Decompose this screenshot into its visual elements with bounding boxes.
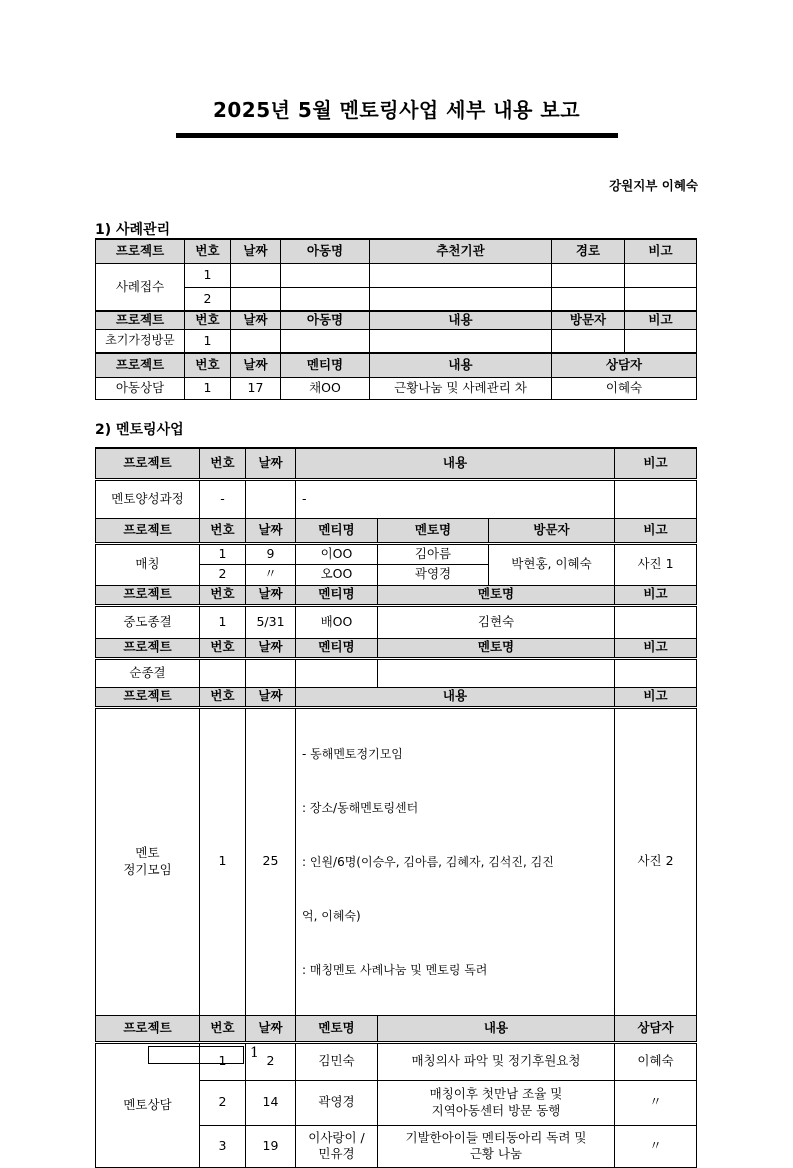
header-cell: 멘토명	[296, 1015, 378, 1042]
table-row	[96, 543, 697, 564]
content-line: 매칭의사 파악 및 정기후원요청	[411, 1053, 581, 1069]
content-line: 기발한아이들 멘티동아리 독려 및	[405, 1129, 587, 1145]
header-cell: 날짜	[246, 448, 296, 479]
header-cell: 상담자	[552, 353, 697, 377]
title-underline	[176, 133, 618, 138]
table-header-row	[96, 518, 697, 543]
project-cell: 중도종결	[96, 605, 200, 638]
date-cell: 17	[231, 377, 281, 399]
mentor-cell: 김현숙	[378, 605, 615, 638]
mentor-cell	[296, 1080, 378, 1125]
number-cell: 2	[200, 1080, 246, 1125]
note-cell: 사진 1	[615, 543, 697, 585]
table-row	[96, 287, 697, 311]
table-row	[96, 329, 697, 353]
visitor-cell: 박현홍, 이혜숙	[489, 543, 615, 585]
table-row	[96, 377, 697, 399]
mentor-line: 곽영경	[318, 1094, 355, 1110]
header-cell: 방문자	[552, 311, 625, 329]
header-cell: 상담자	[615, 1015, 697, 1042]
project-cell: 매칭	[96, 543, 200, 585]
header-cell: 날짜	[246, 518, 296, 543]
date-cell: 14	[246, 1080, 296, 1125]
table-header-row	[96, 687, 697, 707]
number-cell: 2	[200, 564, 246, 585]
number-cell: 1	[185, 329, 231, 353]
header-cell: 날짜	[246, 585, 296, 605]
mentor-cell	[296, 1125, 378, 1167]
header-cell: 비고	[615, 518, 697, 543]
mentor-line: 김민숙	[318, 1053, 355, 1069]
meeting-content-cell	[296, 707, 615, 1015]
number-cell: 2	[185, 287, 231, 311]
content-cell: 근황나눔 및 사례관리 차	[370, 377, 552, 399]
header-cell: 프로젝트	[96, 311, 185, 329]
content-cell	[378, 1125, 615, 1167]
table-row	[96, 263, 697, 287]
page-number: 1	[250, 1045, 259, 1061]
header-cell: 내용	[370, 311, 552, 329]
header-cell: 번호	[200, 1015, 246, 1042]
header-cell: 내용	[370, 353, 552, 377]
mentee-cell: 배OO	[296, 605, 378, 638]
header-cell: 프로젝트	[96, 687, 200, 707]
number-cell: 1	[185, 263, 231, 287]
date-cell: 5/31	[246, 605, 296, 638]
author-label: 강원지부 이혜숙	[609, 178, 698, 193]
content-cell: -	[296, 479, 615, 518]
content-line: 근황 나눔	[469, 1146, 523, 1161]
header-cell: 내용	[378, 1015, 615, 1042]
project-cell: 멘토상담	[96, 1042, 200, 1167]
table-header-row	[96, 1015, 697, 1042]
mentor-cell: 김아름	[378, 543, 489, 564]
table-row	[96, 707, 697, 1015]
content-line: 지역아동센터 방문 동행	[431, 1102, 561, 1118]
table-row	[96, 658, 697, 687]
mentor-cell	[296, 1042, 378, 1080]
date-cell: 〃	[246, 564, 296, 585]
table-header-row	[96, 638, 697, 658]
header-cell: 멘토명	[378, 585, 615, 605]
header-cell: 방문자	[489, 518, 615, 543]
header-cell: 경로	[552, 239, 625, 263]
mentee-cell: 채OO	[281, 377, 370, 399]
header-cell: 번호	[185, 353, 231, 377]
case-management-table	[95, 238, 697, 400]
mentor-cell: 곽영경	[378, 564, 489, 585]
header-cell: 날짜	[246, 1015, 296, 1042]
header-cell: 내용	[296, 687, 615, 707]
header-cell: 비고	[615, 448, 697, 479]
header-cell: 멘티명	[296, 518, 378, 543]
project-cell: 초기가정방문	[96, 329, 185, 353]
header-cell: 프로젝트	[96, 239, 185, 263]
header-cell: 비고	[615, 638, 697, 658]
header-cell: 날짜	[231, 353, 281, 377]
table-row	[96, 479, 697, 518]
number-cell: 1	[200, 1042, 246, 1080]
section-heading-case-management: 1) 사례관리	[95, 222, 171, 238]
header-cell: 번호	[200, 687, 246, 707]
page-footer-box	[148, 1046, 244, 1064]
header-cell: 프로젝트	[96, 638, 200, 658]
header-cell: 날짜	[231, 311, 281, 329]
mentor-line: 이사랑이 /	[308, 1129, 365, 1145]
counselor-cell: 〃	[615, 1080, 697, 1125]
number-cell: 1	[200, 707, 246, 1015]
number-cell: 1	[200, 543, 246, 564]
content-line: 매칭이후 첫만남 조율 및	[429, 1086, 563, 1102]
counselor-cell: 이혜숙	[615, 1042, 697, 1080]
mentee-cell: 이OO	[296, 543, 378, 564]
header-cell: 아동명	[281, 239, 370, 263]
table-header-row	[96, 311, 697, 329]
date-cell: 25	[246, 707, 296, 1015]
content-line: : 인원/6명(이승우, 김아름, 김혜자, 김석진, 김진	[302, 854, 554, 869]
mentee-cell: 오OO	[296, 564, 378, 585]
content-line: : 장소/동해멘토링센터	[302, 800, 419, 815]
header-cell: 멘티명	[281, 353, 370, 377]
content-cell	[378, 1042, 615, 1080]
project-cell	[96, 707, 200, 1015]
header-cell: 번호	[185, 311, 231, 329]
project-cell: 순종결	[96, 658, 200, 687]
project-cell: 아동상담	[96, 377, 185, 399]
project-cell: 사례접수	[96, 263, 185, 311]
header-cell: 번호	[200, 638, 246, 658]
table-header-row	[96, 448, 697, 479]
section-heading-mentoring: 2) 멘토링사업	[95, 422, 184, 438]
header-cell: 비고	[625, 239, 697, 263]
counselor-cell: 이혜숙	[552, 377, 697, 399]
header-cell: 비고	[615, 585, 697, 605]
number-cell: 1	[200, 605, 246, 638]
content-cell	[378, 1080, 615, 1125]
header-cell: 프로젝트	[96, 518, 200, 543]
header-cell: 프로젝트	[96, 353, 185, 377]
table-row	[96, 605, 697, 638]
header-cell: 멘티명	[296, 585, 378, 605]
header-cell: 비고	[625, 311, 697, 329]
counselor-cell: 〃	[615, 1125, 697, 1167]
header-cell: 번호	[185, 239, 231, 263]
project-line: 정기모임	[123, 861, 172, 877]
mentor-line: 민유경	[318, 1146, 355, 1161]
date-cell: 2	[246, 1042, 296, 1080]
table-header-row	[96, 585, 697, 605]
page-title: 2025년 5월 멘토링사업 세부 내용 보고	[212, 98, 581, 122]
content-line: 억, 이혜숙)	[302, 908, 361, 923]
date-cell: 19	[246, 1125, 296, 1167]
date-cell: 9	[246, 543, 296, 564]
header-cell: 번호	[200, 518, 246, 543]
project-line: 멘토	[135, 845, 160, 861]
header-cell: 날짜	[246, 638, 296, 658]
header-cell: 아동명	[281, 311, 370, 329]
header-cell: 프로젝트	[96, 585, 200, 605]
number-cell: 3	[200, 1125, 246, 1167]
table-header-row	[96, 353, 697, 377]
number-cell: -	[200, 479, 246, 518]
header-cell: 번호	[200, 448, 246, 479]
note-cell: 사진 2	[615, 707, 697, 1015]
header-cell: 멘티명	[296, 638, 378, 658]
content-line: : 매칭멘토 사례나눔 및 멘토링 독려	[302, 962, 488, 977]
header-cell: 멘토명	[378, 518, 489, 543]
header-cell: 멘토명	[378, 638, 615, 658]
header-cell: 비고	[615, 687, 697, 707]
header-cell: 날짜	[231, 239, 281, 263]
number-cell: 1	[185, 377, 231, 399]
project-cell: 멘토양성과정	[96, 479, 200, 518]
header-cell: 내용	[296, 448, 615, 479]
header-cell: 프로젝트	[96, 1015, 200, 1042]
header-cell: 번호	[200, 585, 246, 605]
header-cell: 날짜	[246, 687, 296, 707]
header-cell: 프로젝트	[96, 448, 200, 479]
content-line: - 동해멘토정기모임	[302, 746, 403, 761]
table-header-row	[96, 239, 697, 263]
header-cell: 추천기관	[370, 239, 552, 263]
